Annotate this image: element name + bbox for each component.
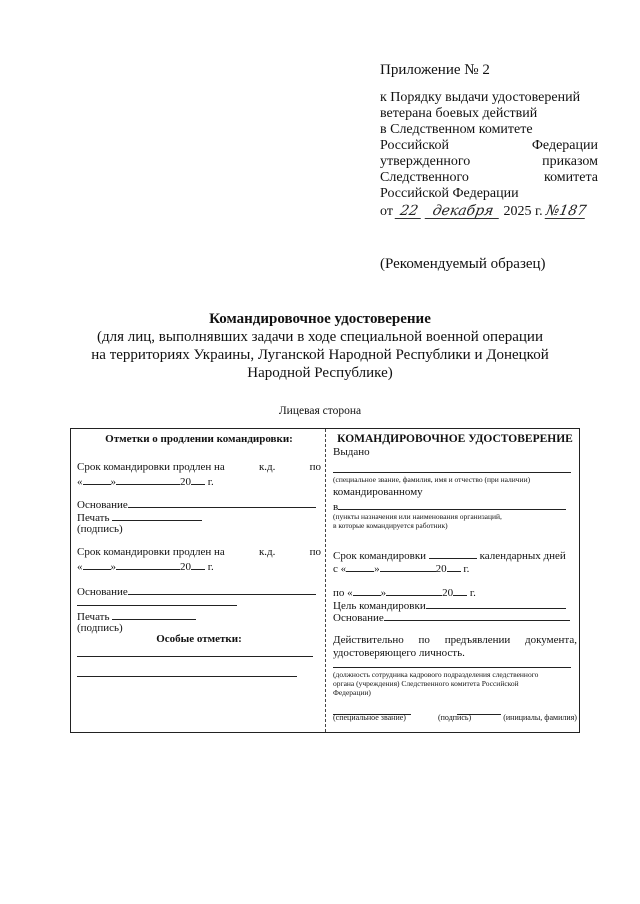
- extension-date-line: [77, 559, 321, 574]
- year-suffix: г.: [469, 587, 476, 599]
- extension-header: Отметки о продлении командировки:: [105, 433, 293, 445]
- date-year: 2025 г.: [503, 204, 543, 219]
- basis-field[interactable]: [128, 584, 316, 595]
- document-title: Командировочное удостоверение: [209, 311, 431, 327]
- appendix-date-line: [380, 204, 598, 220]
- officer-hint: Федерации): [333, 688, 371, 697]
- sample-note: (Рекомендуемый образец): [380, 256, 546, 272]
- appendix-word: приказом: [542, 154, 598, 169]
- day-field[interactable]: [83, 559, 111, 570]
- purpose-label: Цель командировки: [333, 600, 426, 612]
- travel-certificate-form: [70, 428, 580, 733]
- appendix-word: Следственного: [380, 170, 469, 185]
- year-suffix: г.: [207, 476, 214, 488]
- extension-term-line: [77, 546, 321, 559]
- issued-to-field[interactable]: [333, 471, 571, 473]
- extension-until-text: по: [309, 461, 321, 473]
- appendix-line: [380, 170, 598, 186]
- purpose-field[interactable]: [426, 598, 566, 609]
- appendix-word: Федерации: [531, 138, 598, 153]
- appendix-line: к Порядку выдачи удостоверений: [380, 90, 581, 105]
- destination-field[interactable]: [338, 499, 566, 510]
- term-days-field[interactable]: [429, 548, 477, 559]
- number-value: 187: [558, 203, 588, 219]
- validity-word: Действительно: [333, 634, 404, 646]
- officer-field[interactable]: [333, 666, 571, 668]
- signature-hints-row: [333, 713, 577, 722]
- extension-term-text: Срок командировки продлен на: [77, 461, 225, 473]
- month-field[interactable]: [116, 559, 180, 570]
- stamp-label: Печать: [77, 512, 110, 524]
- year-prefix: 20: [180, 561, 191, 573]
- validity-line: [333, 634, 577, 647]
- extension-days-unit: к.д.: [258, 461, 276, 473]
- year-prefix: 20: [180, 476, 191, 488]
- extension-term-text: Срок командировки продлен на: [77, 546, 225, 558]
- signature-label: (подпись): [77, 622, 123, 634]
- initials-hint: (инициалы, фамилия): [503, 713, 577, 722]
- handwritten-day: 22: [395, 204, 424, 219]
- basis-field[interactable]: [128, 497, 316, 508]
- officer-hint: (должность сотрудника кадрового подразделения следственного: [333, 670, 539, 679]
- handwritten-number: [545, 204, 588, 219]
- appendix-word: Российской: [380, 138, 449, 153]
- fold-divider: [325, 429, 326, 732]
- number-sign: №: [544, 203, 561, 219]
- destination-hint: (пункты назначения или наименования организаций,: [333, 512, 502, 521]
- year-suffix: г.: [207, 561, 214, 573]
- basis-label: Основание: [77, 499, 128, 511]
- rank-hint: (специальное звание): [333, 713, 406, 722]
- destination-hint: в которые командируется работник): [333, 521, 448, 530]
- basis-extra-line: [77, 595, 321, 610]
- appendix-block: [380, 62, 598, 220]
- until-month-field[interactable]: [386, 585, 442, 596]
- stamp-field[interactable]: [112, 510, 202, 521]
- from-month-field[interactable]: [380, 561, 436, 572]
- document-subtitle: (для лиц, выполнявших задачи в ходе специальной военной операции: [97, 329, 543, 345]
- quote-open: «: [77, 561, 83, 573]
- certificate-header: КОМАНДИРОВОЧНОЕ УДОСТОВЕРЕНИЕ: [337, 433, 573, 445]
- appendix-line: в Следственном комитете: [380, 122, 533, 137]
- right-basis-label: Основание: [333, 612, 384, 624]
- appendix-line: Российской Федерации: [380, 186, 519, 201]
- name-hint: (специальное звание, фамилия, имя и отчество (при наличии): [333, 475, 531, 484]
- special-marks-line[interactable]: [77, 675, 297, 677]
- sign-hint: (подпись): [437, 713, 472, 722]
- issued-label: Выдано: [333, 446, 370, 458]
- appendix-word: комитета: [543, 170, 598, 185]
- sent-label: командированному: [333, 486, 423, 498]
- validity-word: документа,: [525, 634, 577, 646]
- from-day-field[interactable]: [346, 561, 374, 572]
- handwritten-month: декабря: [425, 204, 502, 219]
- appendix-line: [380, 138, 598, 154]
- appendix-line: [380, 154, 598, 170]
- signature-label: (подпись): [77, 523, 123, 535]
- date-prefix: от: [380, 204, 393, 219]
- validity-word: по: [418, 634, 430, 646]
- document-title-block: [60, 310, 580, 382]
- appendix-line: ветерана боевых действий: [380, 106, 538, 121]
- year-suffix: г.: [463, 563, 470, 575]
- from-year-field[interactable]: [447, 561, 461, 572]
- term-from-line: [333, 561, 577, 576]
- special-marks-line[interactable]: [77, 655, 313, 657]
- year-prefix: 20: [442, 587, 454, 599]
- quote-open: «: [77, 476, 83, 488]
- until-day-field[interactable]: [353, 585, 381, 596]
- appendix-title: Приложение № 2: [380, 62, 490, 78]
- validity-word: предъявлении: [444, 634, 511, 646]
- year-field[interactable]: [191, 559, 205, 570]
- stamp-label: Печать: [77, 611, 110, 623]
- extension-until-text: по: [309, 546, 321, 558]
- stamp-field[interactable]: [112, 609, 196, 620]
- term-label: Срок командировки: [333, 550, 427, 562]
- appendix-word: утвержденного: [380, 154, 471, 169]
- quote-close: »: [380, 587, 387, 599]
- destination-label: в: [333, 501, 339, 513]
- basis-label: Основание: [77, 586, 128, 598]
- from-label: с «: [333, 563, 347, 575]
- quote-close: »: [110, 476, 116, 488]
- validity-line-2: удостоверяющего личность.: [333, 647, 465, 659]
- right-basis-field[interactable]: [384, 610, 570, 621]
- special-marks-header: Особые отметки:: [156, 633, 242, 645]
- year-field[interactable]: [191, 474, 205, 485]
- document-subtitle: на территориях Украины, Луганской Народной Республики и Донецкой: [91, 347, 549, 363]
- month-field[interactable]: [116, 474, 180, 485]
- term-days-unit: календарных дней: [479, 550, 566, 562]
- quote-close: »: [110, 561, 116, 573]
- officer-hint: органа (учреждения) Следственного комитета Российской: [333, 679, 519, 688]
- day-field[interactable]: [83, 474, 111, 485]
- side-label: Лицевая сторона: [278, 405, 362, 417]
- extension-days-unit: к.д.: [258, 546, 276, 558]
- quote-close: »: [374, 563, 380, 575]
- until-label: по «: [333, 587, 353, 599]
- year-prefix: 20: [435, 563, 447, 575]
- until-year-field[interactable]: [453, 585, 467, 596]
- right-basis-line: [333, 610, 577, 625]
- document-subtitle: Народной Республике): [247, 365, 393, 381]
- extension-date-line: [77, 474, 321, 489]
- extension-term-line: [77, 461, 321, 474]
- basis-extra-field[interactable]: [77, 595, 237, 606]
